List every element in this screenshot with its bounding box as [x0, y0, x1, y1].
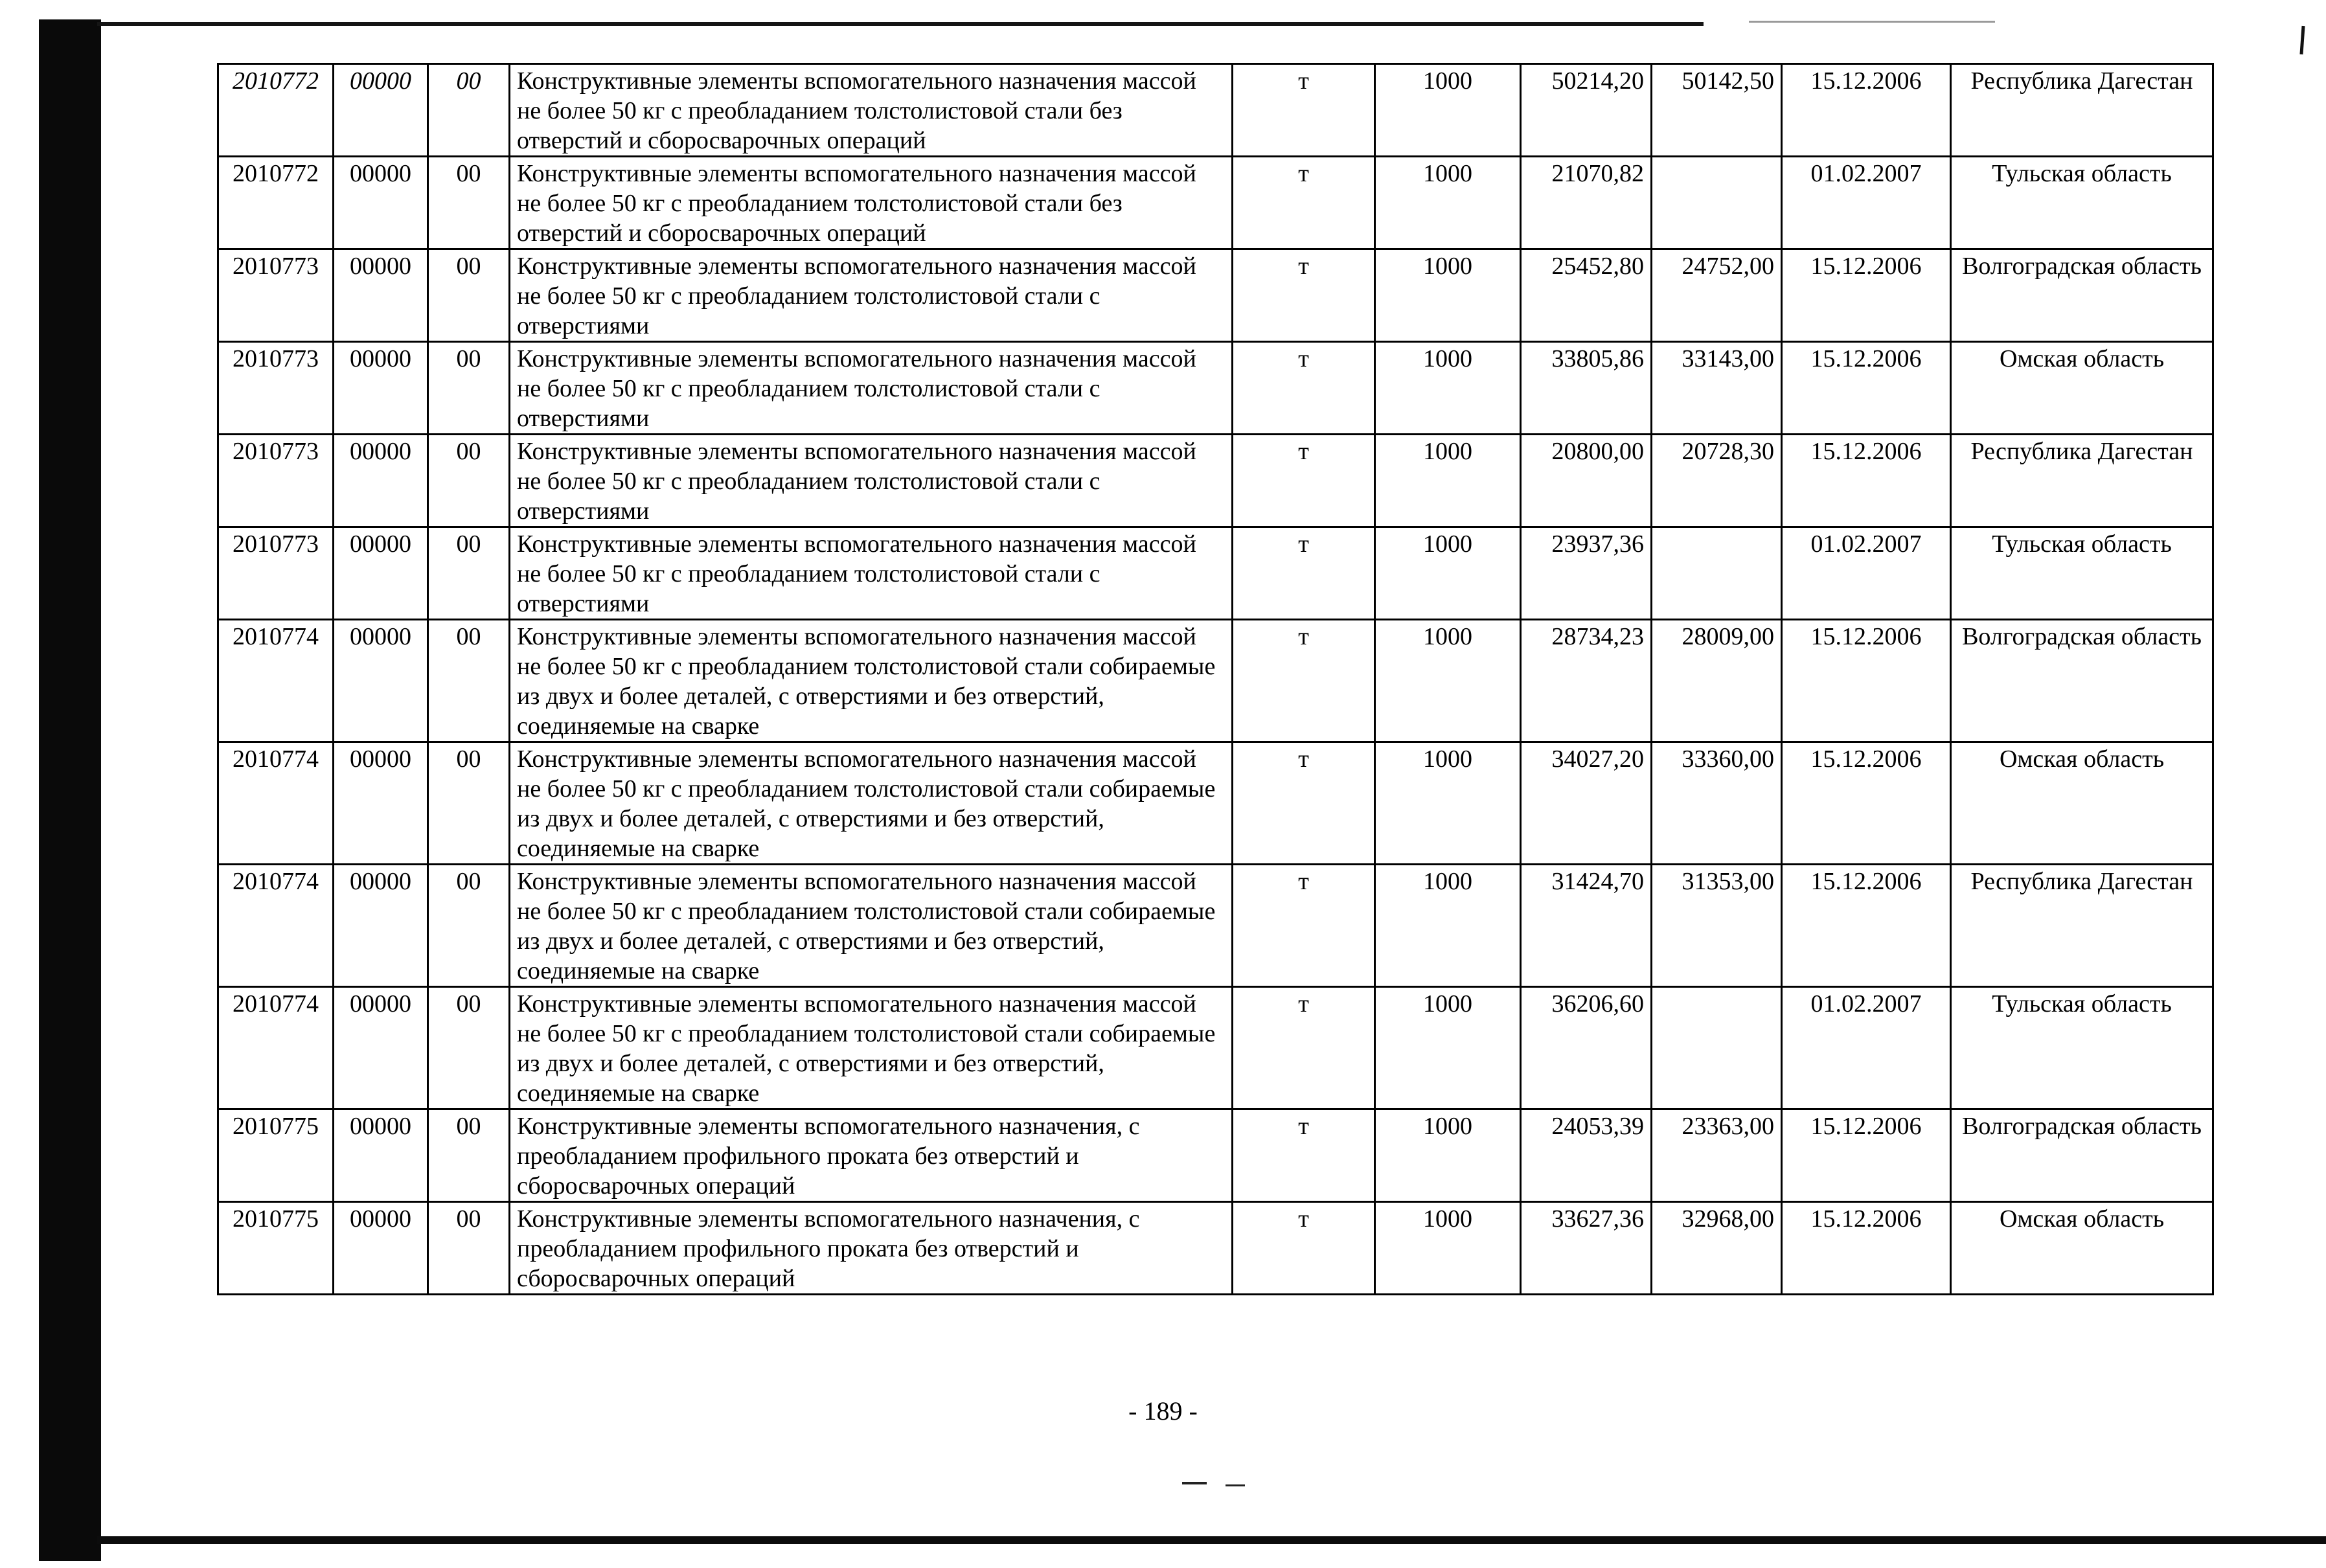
cell-price-previous: 23363,00: [1652, 1109, 1782, 1202]
cell-subcode: 00000: [334, 620, 428, 742]
cell-price-previous: 24752,00: [1652, 249, 1782, 342]
cell-ext: 00: [428, 1109, 510, 1202]
cell-price-previous: 28009,00: [1652, 620, 1782, 742]
cell-ext: 00: [428, 157, 510, 249]
cell-name: Конструктивные элементы вспомогательного назначения массой не более 50 кг с преобладанием толстолистовой стали без отверстий и сборосварочных операций: [510, 64, 1233, 157]
cell-unit: т: [1233, 342, 1375, 435]
cell-subcode: 00000: [334, 157, 428, 249]
table-row: [218, 64, 2213, 157]
cell-name: Конструктивные элементы вспомогательного назначения массой не более 50 кг с преобладанием толстолистовой стали без отверстий и сборосварочных операций: [510, 157, 1233, 249]
table-row: [218, 157, 2213, 249]
cell-name: Конструктивные элементы вспомогательного назначения массой не более 50 кг с преобладанием толстолистовой стали собираемые из двух и более деталей, с отверстиями и без отверстий, соединяемые на сварке: [510, 742, 1233, 865]
cell-date: 01.02.2007: [1782, 987, 1951, 1109]
cell-region: Омская область: [1951, 742, 2213, 865]
cell-region: Волгоградская область: [1951, 249, 2213, 342]
cell-ext: 00: [428, 620, 510, 742]
cell-price-previous: 33360,00: [1652, 742, 1782, 865]
cell-base: 1000: [1375, 157, 1521, 249]
cell-ext: 00: [428, 435, 510, 527]
cell-region: Омская область: [1951, 342, 2213, 435]
cell-base: 1000: [1375, 435, 1521, 527]
cell-price-previous: 32968,00: [1652, 1202, 1782, 1295]
cell-price-previous: [1652, 987, 1782, 1109]
cell-subcode: 00000: [334, 64, 428, 157]
cell-region: Омская область: [1951, 1202, 2213, 1295]
cell-unit: т: [1233, 157, 1375, 249]
cell-subcode: 00000: [334, 987, 428, 1109]
cell-price-current: 33805,86: [1521, 342, 1652, 435]
cell-ext: 00: [428, 865, 510, 987]
scan-edge-top-faint: [1749, 21, 1995, 23]
cell-name: Конструктивные элементы вспомогательного назначения, с преобладанием профильного проката без отверстий и сборосварочных операций: [510, 1109, 1233, 1202]
cell-subcode: 00000: [334, 865, 428, 987]
cell-price-previous: 33143,00: [1652, 342, 1782, 435]
cell-name: Конструктивные элементы вспомогательного назначения массой не более 50 кг с преобладанием толстолистовой стали собираемые из двух и более деталей, с отверстиями и без отверстий, соединяемые на сварке: [510, 865, 1233, 987]
table-row: [218, 342, 2213, 435]
cell-unit: т: [1233, 620, 1375, 742]
cell-price-previous: 50142,50: [1652, 64, 1782, 157]
cell-subcode: 00000: [334, 742, 428, 865]
cell-code: 2010772: [218, 157, 334, 249]
table-row: [218, 742, 2213, 865]
cell-base: 1000: [1375, 987, 1521, 1109]
cell-subcode: 00000: [334, 249, 428, 342]
cell-price-current: 23937,36: [1521, 527, 1652, 620]
cell-region: Республика Дагестан: [1951, 64, 2213, 157]
cell-unit: т: [1233, 1202, 1375, 1295]
cell-base: 1000: [1375, 64, 1521, 157]
cell-date: 15.12.2006: [1782, 342, 1951, 435]
cell-region: Волгоградская область: [1951, 1109, 2213, 1202]
scan-edge-left: [39, 19, 101, 1561]
cell-ext: 00: [428, 987, 510, 1109]
cell-price-current: 24053,39: [1521, 1109, 1652, 1202]
cell-unit: т: [1233, 64, 1375, 157]
table-row: [218, 865, 2213, 987]
cell-subcode: 00000: [334, 435, 428, 527]
cell-price-current: 50214,20: [1521, 64, 1652, 157]
cell-base: 1000: [1375, 342, 1521, 435]
cell-name: Конструктивные элементы вспомогательного назначения массой не более 50 кг с преобладанием толстолистовой стали с отверстиями: [510, 249, 1233, 342]
cell-subcode: 00000: [334, 527, 428, 620]
cell-price-current: 33627,36: [1521, 1202, 1652, 1295]
cell-price-previous: 31353,00: [1652, 865, 1782, 987]
scan-smudge: [1182, 1482, 1207, 1484]
cell-ext: 00: [428, 64, 510, 157]
table-row: [218, 620, 2213, 742]
scan-edge-bottom: [97, 1536, 2326, 1544]
cell-price-current: 34027,20: [1521, 742, 1652, 865]
cell-code: 2010773: [218, 435, 334, 527]
cell-price-previous: [1652, 157, 1782, 249]
cell-price-current: 36206,60: [1521, 987, 1652, 1109]
cell-unit: т: [1233, 742, 1375, 865]
cell-base: 1000: [1375, 620, 1521, 742]
scan-smudge: [1226, 1484, 1245, 1486]
cell-region: Тульская область: [1951, 527, 2213, 620]
cell-price-current: 21070,82: [1521, 157, 1652, 249]
cell-price-previous: [1652, 527, 1782, 620]
scan-edge-top: [97, 22, 1704, 26]
cell-code: 2010774: [218, 987, 334, 1109]
cell-base: 1000: [1375, 249, 1521, 342]
cell-date: 01.02.2007: [1782, 157, 1951, 249]
cell-subcode: 00000: [334, 342, 428, 435]
table-row: [218, 1109, 2213, 1202]
cell-base: 1000: [1375, 1202, 1521, 1295]
cell-price-current: 31424,70: [1521, 865, 1652, 987]
cell-name: Конструктивные элементы вспомогательного назначения массой не более 50 кг с преобладанием толстолистовой стали с отверстиями: [510, 527, 1233, 620]
cell-region: Республика Дагестан: [1951, 435, 2213, 527]
table-row: [218, 435, 2213, 527]
cell-ext: 00: [428, 527, 510, 620]
cell-unit: т: [1233, 1109, 1375, 1202]
cell-subcode: 00000: [334, 1202, 428, 1295]
cell-date: 01.02.2007: [1782, 527, 1951, 620]
cell-code: 2010773: [218, 342, 334, 435]
cell-name: Конструктивные элементы вспомогательного назначения, с преобладанием профильного проката без отверстий и сборосварочных операций: [510, 1202, 1233, 1295]
cell-name: Конструктивные элементы вспомогательного назначения массой не более 50 кг с преобладанием толстолистовой стали с отверстиями: [510, 342, 1233, 435]
cell-base: 1000: [1375, 865, 1521, 987]
cell-base: 1000: [1375, 1109, 1521, 1202]
cell-region: Республика Дагестан: [1951, 865, 2213, 987]
cell-subcode: 00000: [334, 1109, 428, 1202]
cell-base: 1000: [1375, 742, 1521, 865]
scan-mark-right: [2299, 26, 2305, 54]
page-number: - 189 -: [1128, 1396, 1198, 1426]
cell-code: 2010774: [218, 865, 334, 987]
table-body: [218, 64, 2213, 1295]
cell-code: 2010773: [218, 249, 334, 342]
cell-code: 2010772: [218, 64, 334, 157]
cell-region: Тульская область: [1951, 987, 2213, 1109]
cell-price-current: 25452,80: [1521, 249, 1652, 342]
cell-unit: т: [1233, 865, 1375, 987]
cell-code: 2010775: [218, 1202, 334, 1295]
table-row: [218, 249, 2213, 342]
cell-date: 15.12.2006: [1782, 1202, 1951, 1295]
cell-name: Конструктивные элементы вспомогательного назначения массой не более 50 кг с преобладанием толстолистовой стали собираемые из двух и более деталей, с отверстиями и без отверстий, соединяемые на сварке: [510, 987, 1233, 1109]
cell-code: 2010773: [218, 527, 334, 620]
cell-ext: 00: [428, 342, 510, 435]
cell-date: 15.12.2006: [1782, 64, 1951, 157]
cell-name: Конструктивные элементы вспомогательного назначения массой не более 50 кг с преобладанием толстолистовой стали с отверстиями: [510, 435, 1233, 527]
price-table: [217, 63, 2214, 1295]
cell-price-current: 28734,23: [1521, 620, 1652, 742]
table-row: [218, 527, 2213, 620]
cell-date: 15.12.2006: [1782, 1109, 1951, 1202]
cell-region: Тульская область: [1951, 157, 2213, 249]
cell-date: 15.12.2006: [1782, 435, 1951, 527]
cell-price-previous: 20728,30: [1652, 435, 1782, 527]
cell-date: 15.12.2006: [1782, 249, 1951, 342]
cell-unit: т: [1233, 435, 1375, 527]
cell-ext: 00: [428, 1202, 510, 1295]
cell-code: 2010774: [218, 620, 334, 742]
cell-base: 1000: [1375, 527, 1521, 620]
cell-code: 2010774: [218, 742, 334, 865]
table-row: [218, 1202, 2213, 1295]
cell-code: 2010775: [218, 1109, 334, 1202]
cell-date: 15.12.2006: [1782, 742, 1951, 865]
cell-date: 15.12.2006: [1782, 865, 1951, 987]
cell-region: Волгоградская область: [1951, 620, 2213, 742]
cell-unit: т: [1233, 987, 1375, 1109]
cell-ext: 00: [428, 742, 510, 865]
cell-price-current: 20800,00: [1521, 435, 1652, 527]
table-row: [218, 987, 2213, 1109]
cell-date: 15.12.2006: [1782, 620, 1951, 742]
cell-name: Конструктивные элементы вспомогательного назначения массой не более 50 кг с преобладанием толстолистовой стали собираемые из двух и более деталей, с отверстиями и без отверстий, соединяемые на сварке: [510, 620, 1233, 742]
cell-unit: т: [1233, 527, 1375, 620]
cell-ext: 00: [428, 249, 510, 342]
cell-unit: т: [1233, 249, 1375, 342]
